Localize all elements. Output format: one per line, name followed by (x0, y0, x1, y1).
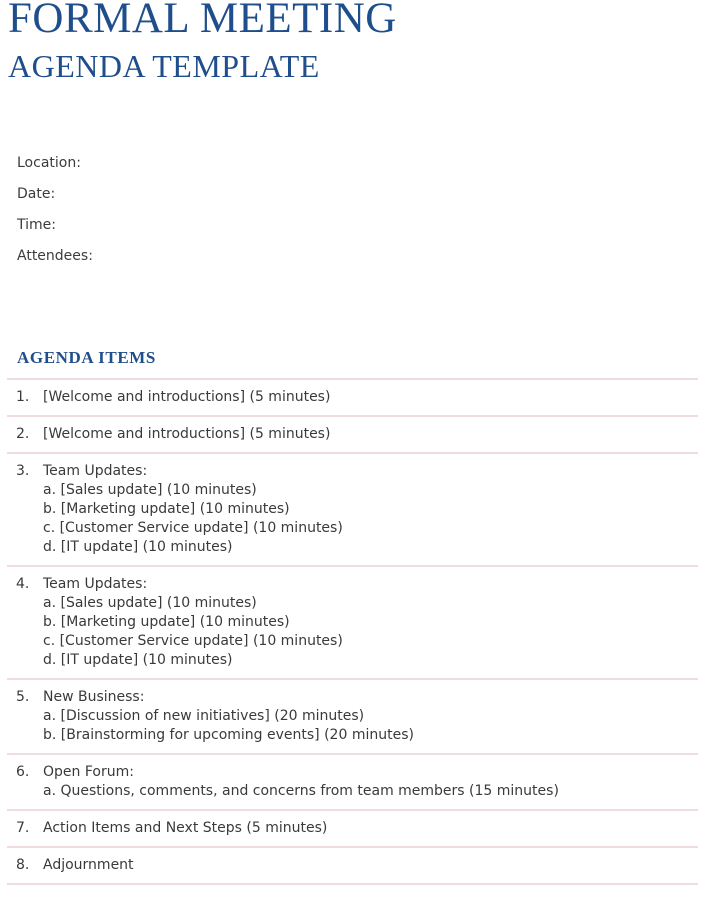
agenda-subitem: a. [Sales update] (10 minutes) (43, 482, 257, 498)
agenda-item-text: New Business: (43, 689, 145, 705)
agenda-subitem: c. [Customer Service update] (10 minutes) (43, 520, 343, 536)
agenda-item-row (7, 388, 698, 407)
agenda-items-heading: AGENDA ITEMS (17, 348, 156, 367)
agenda-subitem: b. [Marketing update] (10 minutes) (43, 614, 290, 630)
agenda-item (7, 809, 698, 846)
agenda-item-row (7, 819, 698, 838)
agenda-item-number: 8. (16, 857, 30, 873)
agenda-item-row (7, 856, 698, 875)
meeting-details (17, 150, 93, 274)
agenda-list (7, 378, 698, 885)
agenda-item-text: Open Forum: (43, 764, 134, 780)
agenda-item-text: Team Updates: (43, 463, 148, 479)
agenda-item (7, 415, 698, 452)
attendees-field: Attendees: (17, 248, 93, 264)
agenda-item-text: Team Updates: (43, 576, 148, 592)
date-field: Date: (17, 186, 56, 202)
agenda-subitem: b. [Marketing update] (10 minutes) (43, 501, 290, 517)
agenda-subitem: a. [Discussion of new initiatives] (20 minutes) (43, 708, 365, 724)
agenda-item-text: [Welcome and introductions] (5 minutes) (43, 426, 331, 442)
agenda-subitem: a. Questions, comments, and concerns from team members (15 minutes) (43, 783, 559, 799)
agenda-item-text: [Welcome and introductions] (5 minutes) (43, 389, 331, 405)
location-field: Location: (17, 155, 81, 171)
agenda-item (7, 753, 698, 809)
agenda-item-row (7, 462, 698, 481)
agenda-item-text: Action Items and Next Steps (5 minutes) (43, 820, 328, 836)
agenda-subitem: c. [Customer Service update] (10 minutes) (43, 633, 343, 649)
agenda-item (7, 678, 698, 753)
time-field: Time: (17, 217, 56, 233)
agenda-item-row (7, 688, 698, 707)
document-title-line2: AGENDA TEMPLATE (8, 48, 320, 84)
agenda-item-row (7, 763, 698, 782)
agenda-item-row (7, 425, 698, 444)
agenda-item-number: 1. (16, 389, 30, 405)
document-title-line1: FORMAL MEETING (8, 0, 397, 42)
agenda-item-number: 6. (16, 764, 30, 780)
agenda-item (7, 452, 698, 565)
agenda-subitem: b. [Brainstorming for upcoming events] (20 minutes) (43, 727, 414, 743)
agenda-item (7, 846, 698, 885)
agenda-item-number: 3. (16, 463, 30, 479)
agenda-item-row (7, 575, 698, 594)
agenda-item-text: Adjournment (43, 857, 134, 873)
agenda-item (7, 565, 698, 678)
agenda-item-number: 2. (16, 426, 30, 442)
agenda-item-number: 5. (16, 689, 30, 705)
agenda-subitem: a. [Sales update] (10 minutes) (43, 595, 257, 611)
agenda-subitem: d. [IT update] (10 minutes) (43, 652, 233, 668)
agenda-item-number: 7. (16, 820, 30, 836)
agenda-item (7, 378, 698, 415)
agenda-subitem: d. [IT update] (10 minutes) (43, 539, 233, 555)
agenda-item-number: 4. (16, 576, 30, 592)
